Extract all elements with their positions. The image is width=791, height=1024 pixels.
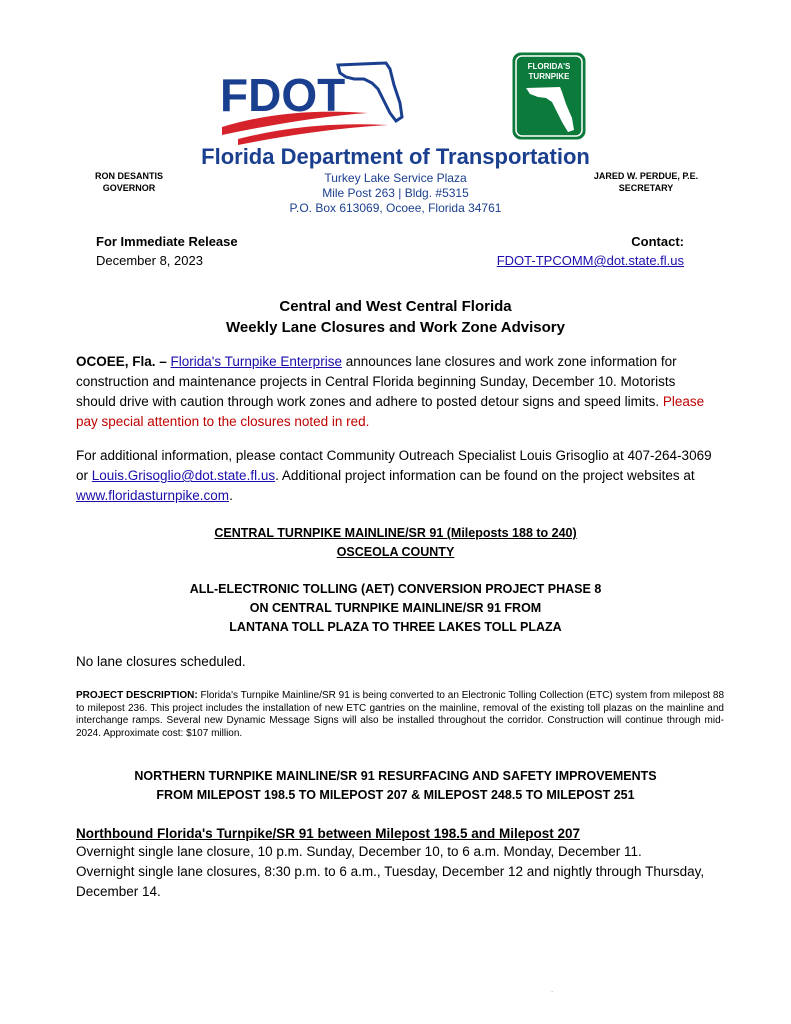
headline-line: Central and West Central Florida (279, 298, 512, 315)
secretary-block (576, 170, 716, 194)
project-title-line: ALL-ELECTRONIC TOLLING (AET) CONVERSION PROJECT PHASE 8 (189, 582, 602, 596)
section1-heading (0, 524, 791, 562)
turnpike-logo-line1: FLORIDA'S (527, 62, 571, 71)
website-link[interactable]: www.floridasturnpike.com (76, 488, 230, 503)
project-title-line: ON CENTRAL TURNPIKE MAINLINE/SR 91 FROM (249, 601, 542, 615)
info-text: . (229, 488, 233, 503)
section-heading-line: CENTRAL TURNPIKE MAINLINE/SR 91 (Mileposts 188 to 240) (214, 526, 577, 540)
fdot-logo-text: FDOT (220, 69, 346, 121)
project-title-line: FROM MILEPOST 198.5 TO MILEPOST 207 & MILEPOST 248.5 TO MILEPOST 251 (156, 788, 635, 802)
project-title-line: LANTANA TOLL PLAZA TO THREE LAKES TOLL PLAZA (229, 620, 562, 634)
footer-mark: . (551, 985, 554, 994)
agency-name: Florida Department of Transportation (201, 144, 590, 169)
section1-project-title (0, 580, 791, 637)
address-line: Mile Post 263 | Bldg. #5315 (322, 186, 469, 200)
turnpike-logo-line2: TURNPIKE (528, 72, 570, 81)
fdot-logo (218, 55, 408, 145)
headline-line: Weekly Lane Closures and Work Zone Advisory (226, 319, 565, 336)
section2-project-title (0, 767, 791, 805)
closure-line: Overnight single lane closures, 8:30 p.m. to 6 a.m., Tuesday, December 12 and nightly through Thursday, December 14. (76, 864, 705, 899)
section-heading-line: OSCEOLA COUNTY (336, 545, 455, 559)
project-title-line: NORTHERN TURNPIKE MAINLINE/SR 91 RESURFACING AND SAFETY IMPROVEMENTS (134, 769, 657, 783)
release-date: December 8, 2023 (96, 253, 203, 268)
project-description-label: PROJECT DESCRIPTION: (76, 690, 198, 701)
northbound-heading: Northbound Florida's Turnpike/SR 91 between Milepost 198.5 and Milepost 207 (76, 826, 581, 841)
release-label: For Immediate Release (96, 234, 238, 249)
project-description-body: Florida's Turnpike Mainline/SR 91 is being converted to an Electronic Tolling Collection (ETC) system from milepost 88 to milepost 236. This project includes the installation of new ETC gantries on the mainline, removal of the existing toll plazas on the mainline and interchange ramps. Several new Dynamic Message Signs will also be installed throughout the corridor. Construction will continue through mid-2024. Approximate cost: $107 million. (76, 690, 725, 739)
info-text: . Additional project information can be found on the project websites at (275, 468, 695, 483)
project-description (76, 690, 724, 740)
turnpike-logo (512, 52, 586, 140)
secretary-title: SECRETARY (618, 183, 674, 193)
address-line: P.O. Box 613069, Ocoee, Florida 34761 (289, 201, 502, 215)
secretary-name: JARED W. PERDUE, P.E. (593, 171, 699, 181)
info-paragraph (76, 446, 718, 506)
headline (0, 296, 791, 338)
governor-name: RON DESANTIS (94, 171, 163, 181)
red-note: Please pay special attention to the closures noted in red. (76, 394, 705, 429)
intro-paragraph (76, 352, 718, 432)
closure-line: Overnight single lane closure, 10 p.m. Sunday, December 10, to 6 a.m. Monday, December 11. (76, 844, 642, 859)
address-line: Turkey Lake Service Plaza (324, 171, 467, 185)
contact-email-block (497, 253, 684, 268)
fdot-logo-graphic (218, 55, 408, 145)
no-closures-note: No lane closures scheduled. (76, 654, 246, 669)
turnpike-enterprise-link[interactable]: Florida's Turnpike Enterprise (170, 354, 342, 369)
turnpike-logo-graphic (512, 52, 586, 140)
intro-body: announces lane closures and work zone information for construction and maintenance projects in Central Florida beginning Sunday, December 10. Motorists should drive with caution through work zones and adhere to posted detour signs and speed limits. (76, 354, 677, 409)
info-text: For additional information, please contact Community Outreach Specialist Louis Grisoglio at 407-264-3069 or (76, 448, 712, 483)
northbound-closures (76, 842, 726, 902)
dateline: OCOEE, Fla. – (76, 354, 167, 369)
contact-email-link[interactable]: FDOT-TPCOMM@dot.state.fl.us (496, 253, 684, 268)
outreach-email-link[interactable]: Louis.Grisoglio@dot.state.fl.us (91, 468, 276, 483)
contact-label: Contact: (631, 234, 684, 249)
governor-title: GOVERNOR (102, 183, 156, 193)
